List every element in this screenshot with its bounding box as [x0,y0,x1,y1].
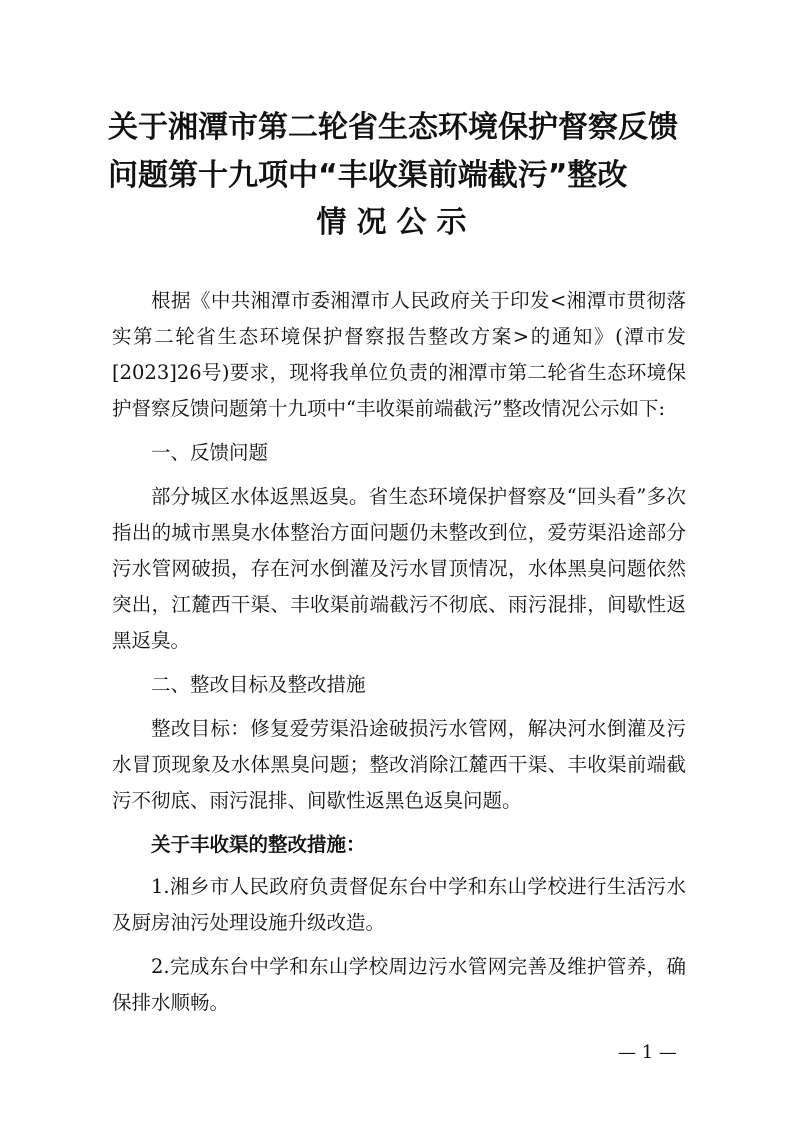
section-2-heading: 二、整改目标及整改措施 [151,673,366,696]
measure-item-2: 2.完成东台中学和东山学校周边污水管网完善及维护管养，确保排水顺畅。 [112,955,686,1014]
page-number: — 1 — [618,1042,677,1063]
document-body [112,283,686,1021]
title-line-1: 关于湘潭市第二轮省生态环境保护督察反馈 [108,110,678,145]
section-1-text: 部分城区水体返黑返臭。省生态环境保护督察及“回头看”多次指出的城市黑臭水体整治方面问题仍未整改到位，爱劳渠沿途部分污水管网破损，存在河水倒灌及污水冒顶情况，水体黑臭问题依然突出，江麓西干渠、丰收渠前端截污不彻底、雨污混排，间歇性返黑返臭。 [112,485,686,652]
measure-item-1: 1.湘乡市人民政府负责督促东台中学和东山学校进行生活污水及厨房油污处理设施升级改造。 [112,875,686,934]
section-1-heading: 一、反馈问题 [151,441,269,464]
intro-paragraph: 根据《中共湘潭市委湘潭市人民政府关于印发<湘潭市贯彻落实第二轮省生态环境保护督察报告整改方案>的通知》(潭市发[2023]26号)要求，现将我单位负责的湘潭市第二轮省生态环境保护督察反馈问题第十九项中“丰收渠前端截污”整改情况公示如下: [112,289,686,420]
title-line-3: 情况公示 [316,205,477,240]
title-line-2: 问题第十九项中“丰收渠前端截污”整改 [108,158,628,193]
measures-heading: 关于丰收渠的整改措施： [151,833,366,856]
section-2-goal: 整改目标：修复爱劳渠沿途破损污水管网，解决河水倒灌及污水冒顶现象及水体黑臭问题；整改消除江麓西干渠、丰收渠前端截污不彻底、雨污混排、间歇性返黑色返臭问题。 [112,717,686,812]
